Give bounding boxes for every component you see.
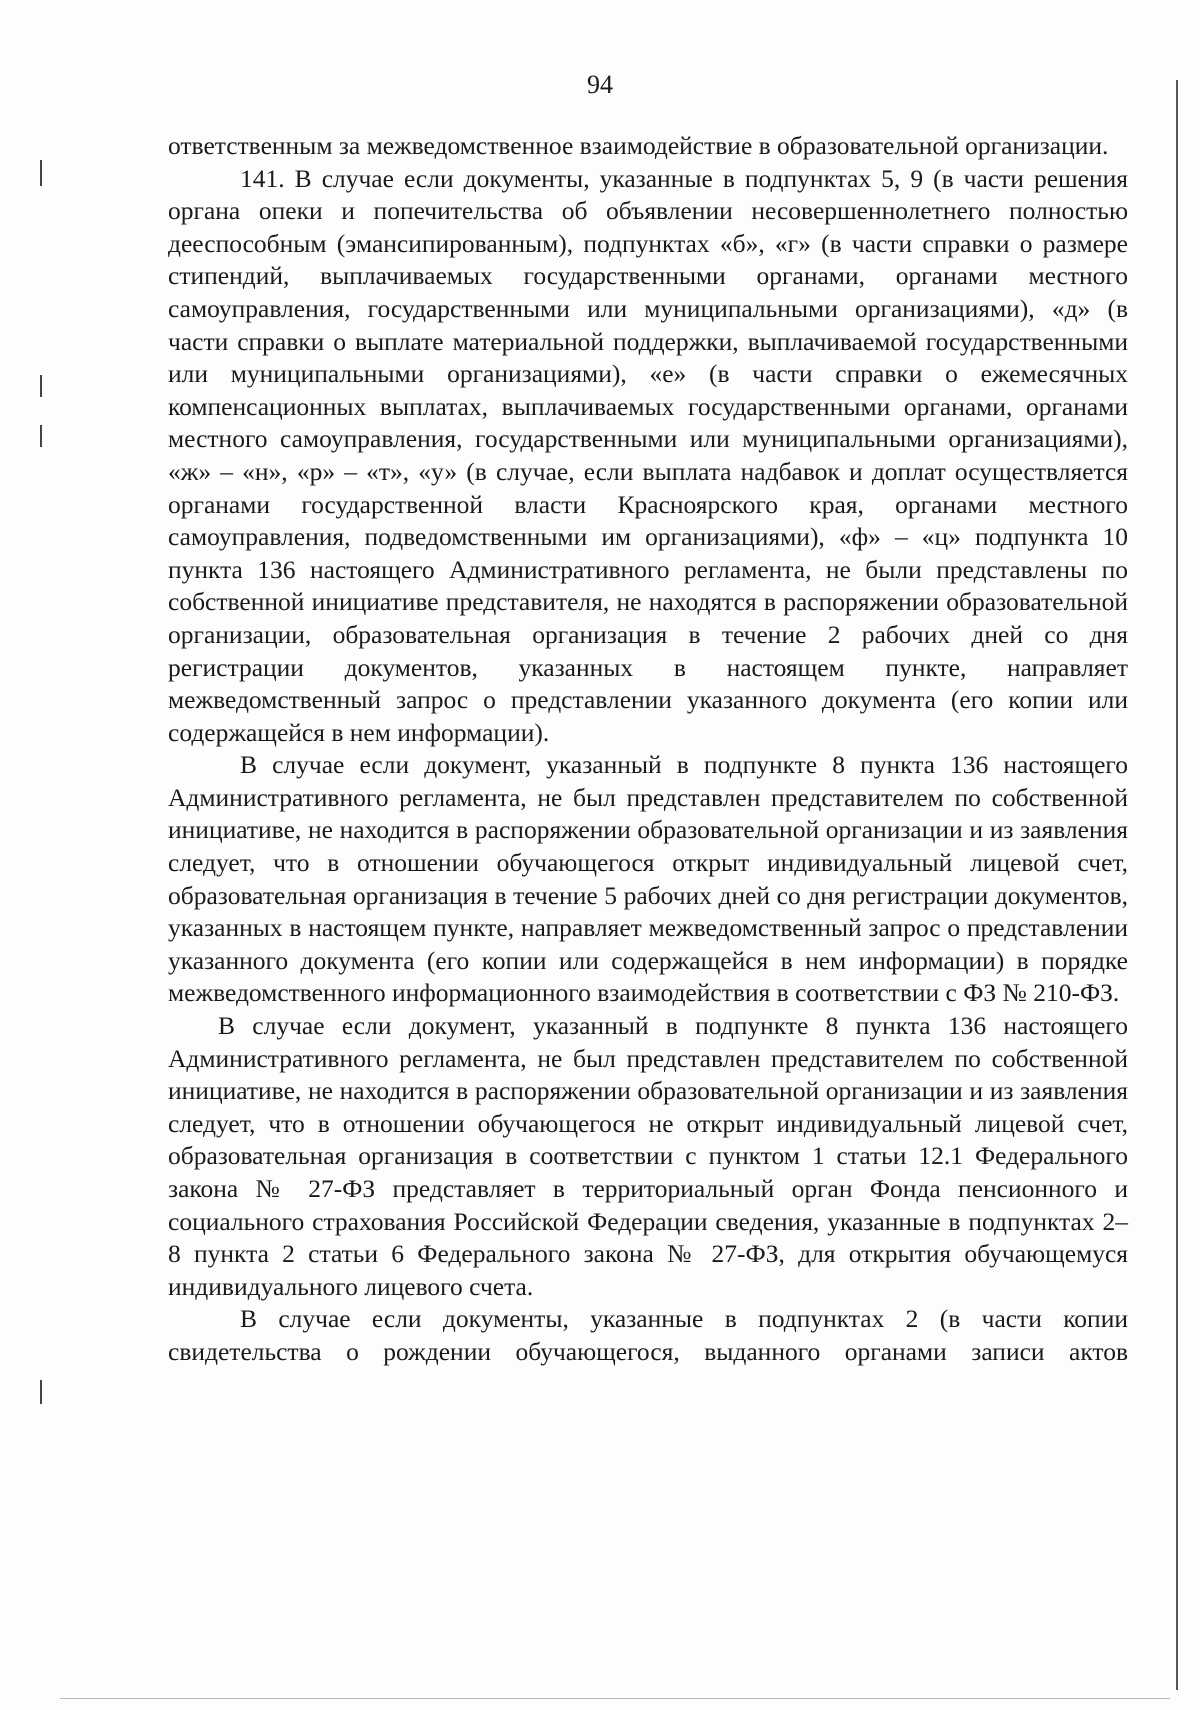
left-margin-mark bbox=[40, 1380, 42, 1404]
page-number: 94 bbox=[587, 70, 613, 99]
left-margin-mark bbox=[40, 425, 42, 447]
paragraph-141: 141. В случае если документы, указанные в подпунктах 5, 9 (в части решения органа опеки и попечительства об объявлении несовершеннолетнего полностью дееспособным (эмансипированным), подпунктах «б», «г» (в части справки о размере стипендий, выплачиваемых государственными органами, органами местного самоуправления, государственными или муниципальными организациями), «д» (в части справки о выплате материальной поддержки, выплачиваемой государственными или муниципальными организациями), «е» (в части справки о ежемесячных компенсационных выплатах, выплачиваемых государственными органами, органами местного самоуправления, государственными или муниципальными организациями), «ж» – «н», «р» – «т», «у» (в случае, если выплата надбавок и доплат осуществляется органами государственной власти Красноярского края, органами местного самоуправления, подведомственными им организациями), «ф» – «ц» подпункта 10 пункта 136 настоящего Административного регламента, не были представлены по собственной инициативе представителя, не находятся в распоряжении образовательной организации, образовательная организация в течение 2 рабочих дней со дня регистрации документов, указанных в настоящем пункте, направляет межведомственный запрос о представлении указанного документа (его копии или содержащейся в нем информации). bbox=[168, 163, 1128, 747]
right-edge-scan-line bbox=[1176, 80, 1178, 1690]
paragraph-open-account-case: В случае если документ, указанный в подпункте 8 пункта 136 настоящего Административного регламента, не был представлен представителем по собственной инициативе, не находится в распоряжении образовательной организации и из заявления следует, что в отношении обучающегося открыт индивидуальный лицевой счет, образовательная организация в течение 5 рабочих дней со дня регистрации документов, указанных в настоящем пункте, направляет межведомственный запрос о представлении указанного документа (его копии или содержащейся в нем информации) в порядке межведомственного информационного взаимодействия в соответствии с ФЗ № 210-ФЗ. bbox=[168, 750, 1128, 1008]
paragraph-no-account-case: В случае если документ, указанный в подпункте 8 пункта 136 настоящего Административного регламента, не был представлен представителем по собственной инициативе, не находится в распоряжении образовательной организации и из заявления следует, что в отношении обучающегося не открыт индивидуальный лицевой счет, образовательная организация в соответствии с пунктом 1 статьи 12.1 Федерального закона № 27-ФЗ представляет в территориальный орган Фонда пенсионного и социального страхования Российской Федерации сведения, указанные в подпунктах 2–8 пункта 2 статьи 6 Федерального закона № 27-ФЗ, для открытия обучающемуся индивидуального лицевого счета. bbox=[168, 1011, 1128, 1301]
bottom-edge-scan-line bbox=[60, 1698, 1170, 1699]
left-margin-mark bbox=[40, 160, 42, 186]
paragraph-continuation: ответственным за межведомственное взаимодействие в образовательной организации. bbox=[168, 131, 1109, 160]
document-body bbox=[168, 130, 1128, 1369]
paragraph-birth-certificate-case: В случае если документы, указанные в подпунктах 2 (в части копии свидетельства о рождении обучающегося, выданного органами записи актов bbox=[168, 1304, 1128, 1366]
left-margin-mark bbox=[40, 375, 42, 397]
